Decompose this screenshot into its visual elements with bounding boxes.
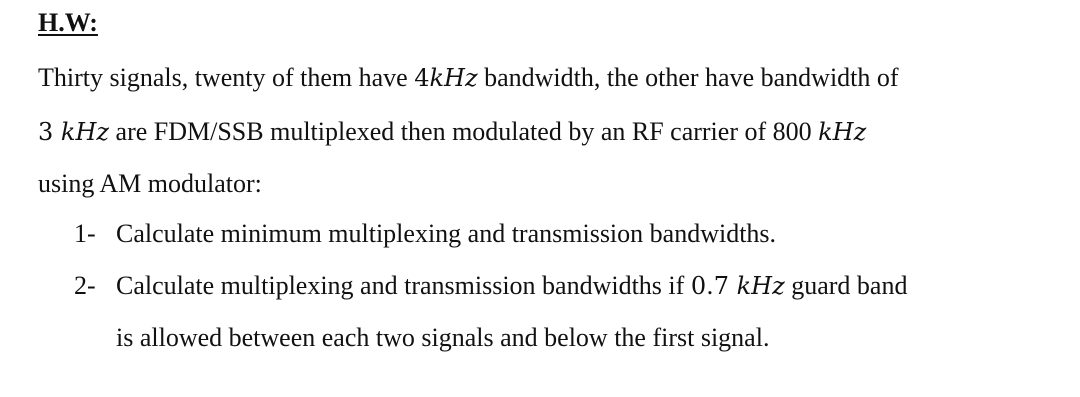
problem-line-2 [38,116,866,148]
question-item-1 [74,218,776,250]
question-text: guard band [784,271,908,300]
unit-khz: kHz [429,64,478,92]
question-text: Calculate multiplexing and transmission bandwidths if [116,271,691,300]
homework-heading: H.W: [38,8,98,37]
guard-band-value: 0.7 [690,272,737,300]
problem-line-1 [38,62,899,94]
unit-khz: kHz [736,272,785,300]
question-item-2-continuation [116,322,769,354]
problem-text: are FDM/SSB multiplexed then modulated by an RF carrier of 800 [109,117,819,146]
list-marker: 2- [74,271,96,300]
problem-line-3 [38,168,262,200]
bandwidth-value: 4 [414,64,430,92]
problem-text: using AM modulator: [38,169,262,198]
problem-text: Thirty signals, twenty of them have [38,63,415,92]
question-text: Calculate minimum multiplexing and transmission bandwidths. [116,219,777,248]
problem-text: bandwidth, the other have bandwidth of [477,63,899,92]
question-item-2 [74,270,907,302]
list-marker: 1- [74,219,96,248]
question-text: is allowed between each two signals and below the first signal. [116,323,770,352]
unit-khz: kHz [60,118,110,146]
unit-khz: kHz [818,118,867,146]
bandwidth-value: 3 [38,118,61,146]
